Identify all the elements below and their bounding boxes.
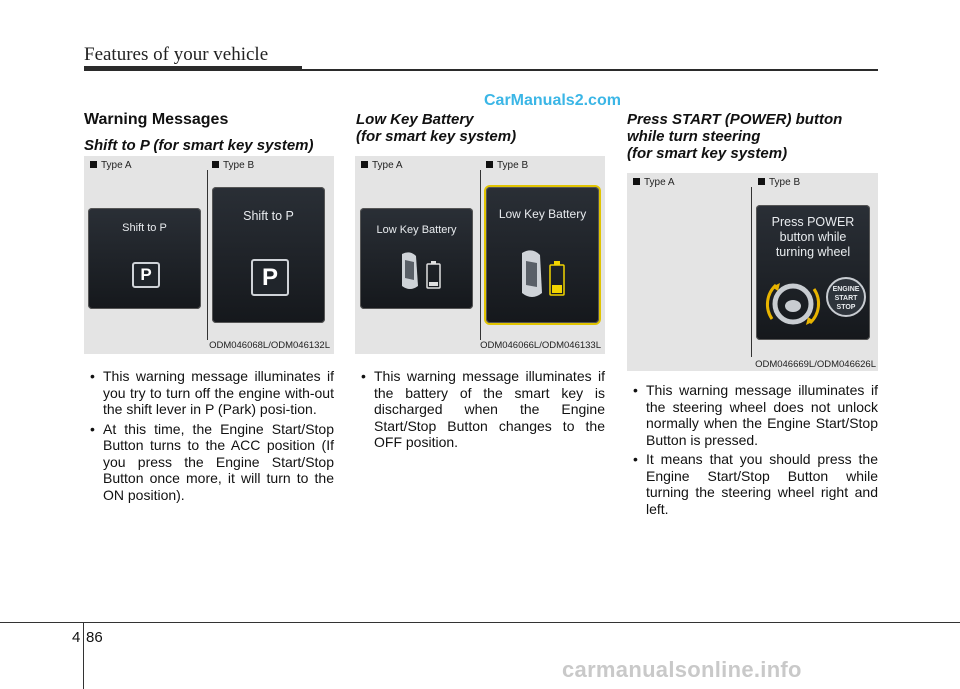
type-b-label: Type B — [486, 160, 528, 171]
park-gear-icon: P — [251, 259, 289, 296]
engine-start-stop-button-icon: ENGINE START STOP — [826, 277, 866, 317]
page-header-title: Features of your vehicle — [84, 44, 269, 65]
lcd-screen-type-b — [212, 187, 325, 323]
lcd-message: Press POWER button while turning wheel — [771, 215, 855, 259]
lcd-message: Shift to P — [243, 209, 294, 223]
square-bullet-icon — [90, 161, 97, 168]
page-number: 86 — [86, 629, 103, 646]
figure-code: ODM046066L/ODM046133L — [480, 340, 601, 351]
list-item: • It means that you should press the Engine Start/Stop Button while turning the steering wheel right and left. — [627, 451, 878, 517]
list-item: • At this time, the Engine Start/Stop Button turns to the ACC position (If you press the Engine Start/Stop Button once more, it will turn to the ON position). — [84, 421, 334, 504]
subheading-low-key-battery: Low Key Battery (for smart key system) — [356, 111, 517, 145]
list-item: • This warning message illuminates if you try to turn off the engine with-out the shift lever in P (Park) posi-tion. — [84, 368, 334, 418]
bullet-list — [627, 382, 878, 520]
chapter-number: 4 — [72, 629, 81, 646]
bullet-list — [355, 368, 605, 454]
square-bullet-icon — [212, 161, 219, 168]
square-bullet-icon — [486, 161, 493, 168]
figure-code: ODM046068L/ODM046132L — [209, 340, 330, 351]
figure-shift-to-p — [84, 156, 334, 354]
smart-key-fob-icon — [516, 247, 572, 303]
type-a-label: Type A — [361, 160, 403, 171]
square-bullet-icon — [633, 178, 640, 185]
header-rule-thick — [84, 66, 302, 71]
subheading-shift-to-p: Shift to P (for smart key system) — [84, 137, 314, 154]
section-heading: Warning Messages — [84, 111, 229, 128]
lcd-message: Low Key Battery — [376, 224, 457, 236]
lcd-screen-type-a — [360, 208, 473, 309]
list-item: • This warning message illuminates if the battery of the smart key is discharged when the Engine Start/Stop Button changes to the OFF position. — [355, 368, 605, 451]
figure-divider — [480, 170, 481, 340]
watermark-carmanualsonline[interactable]: carmanualsonline.info — [562, 657, 802, 682]
type-a-label: Type A — [90, 160, 132, 171]
lcd-screen-type-a — [88, 208, 201, 309]
type-b-label: Type B — [758, 177, 800, 188]
lcd-screen-type-b — [486, 187, 599, 323]
type-b-label: Type B — [212, 160, 254, 171]
footer-divider — [83, 623, 84, 689]
figure-low-key-battery — [355, 156, 605, 354]
smart-key-fob-icon — [396, 250, 446, 294]
list-item: • This warning message illuminates if the steering wheel does not unlock normally when the Engine Start/Stop Button is pressed. — [627, 382, 878, 448]
bullet-list — [84, 368, 334, 506]
lcd-message: Low Key Battery — [498, 207, 587, 221]
park-gear-icon: P — [132, 262, 160, 288]
footer-rule — [0, 622, 960, 623]
lcd-screen-type-b — [756, 205, 870, 340]
lcd-message: Shift to P — [122, 222, 167, 234]
figure-divider — [751, 187, 752, 357]
type-a-label: Type A — [633, 177, 675, 188]
figure-divider — [207, 170, 208, 340]
square-bullet-icon — [758, 178, 765, 185]
subheading-press-start-button: Press START (POWER) button while turn steering (for smart key system) — [627, 111, 843, 162]
steering-wheel-icon — [762, 273, 824, 335]
figure-press-start-button — [627, 173, 878, 371]
watermark-carmanuals2[interactable]: CarManuals2.com — [484, 92, 621, 109]
figure-code: ODM046669L/ODM046626L — [755, 359, 876, 370]
square-bullet-icon — [361, 161, 368, 168]
header-rule-thin — [300, 69, 878, 71]
